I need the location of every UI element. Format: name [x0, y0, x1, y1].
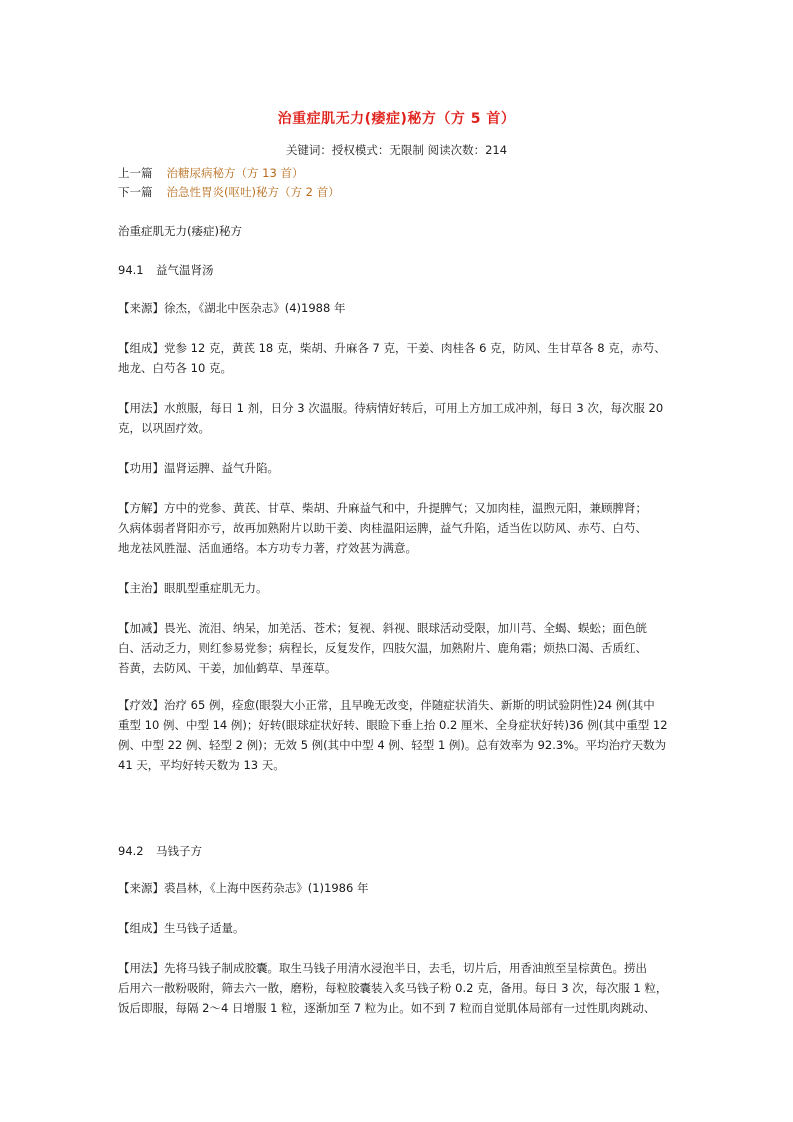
prev-article-link[interactable]: 治糖尿病秘方（方 13 首）	[166, 166, 304, 180]
text-line: 【用法】水煎服，每日 1 剂，日分 3 次温服。待病情好转后，可用上方加工成冲剂，每日 3 次，每次服 20	[118, 401, 664, 415]
nav-prev	[118, 165, 303, 181]
meta-info: 关键词：授权模式：无限制 阅读次数：214	[285, 143, 508, 157]
s1-analysis	[118, 498, 678, 558]
s1-usage	[118, 398, 678, 438]
text-line: 地龙祛风胜湿、活血通络。本方功专力著，疗效甚为满意。	[118, 541, 417, 555]
section-heading-94-2	[118, 843, 202, 859]
s1-source	[118, 298, 678, 318]
text-line: 【组成】党参 12 克，黄芪 18 克，柴胡、升麻各 7 克，干姜、肉桂各 6 克，防风、生甘草各 8 克，赤芍、	[118, 341, 666, 355]
text-line: 【来源】裘昌林，《上海中医药杂志》(1)1986 年	[118, 881, 369, 895]
text-line: 白、活动乏力，则红参易党参；病程长，反复发作，四肢欠温，加熟附片、鹿角霜；烦热口渴、舌质红、	[118, 641, 647, 655]
text-line: 苔黄，去防风、干姜，加仙鹤草、旱莲草。	[118, 661, 337, 675]
section-name: 马钱子方	[156, 844, 202, 858]
s2-usage	[118, 958, 678, 1018]
text-line: 【方解】方中的党参、黄芪、甘草、柴胡、升麻益气和中，升提脾气；又加肉桂，温煦元阳，兼顾脾肾；	[118, 501, 647, 515]
next-article-link[interactable]: 治急性胃炎(呕吐)秘方（方 2 首）	[166, 185, 340, 199]
intro-line: 治重症肌无力(痿症)秘方	[118, 224, 242, 238]
text-line: 【主治】眼肌型重症肌无力。	[118, 581, 268, 595]
section-number: 94.2	[118, 844, 144, 858]
nav-prev-label: 上一篇	[118, 166, 153, 180]
text-line: 【组成】生马钱子适量。	[118, 921, 245, 935]
nav-next	[118, 184, 340, 200]
text-line: 【用法】先将马钱子制成胶囊。取生马钱子用清水浸泡半日，去毛，切片后，用香油煎至呈棕黄色。捞出	[118, 961, 647, 975]
text-line: 地龙、白芍各 10 克。	[118, 361, 232, 375]
intro-text	[118, 221, 678, 241]
s1-efficacy	[118, 695, 678, 775]
text-line: 【加减】畏光、流泪、纳呆，加羌活、苍术；复视、斜视、眼球活动受限，加川芎、全蝎、蜈蚣；面色㿠	[118, 621, 647, 635]
s1-function	[118, 458, 678, 478]
section-number: 94.1	[118, 263, 144, 277]
text-line: 例、中型 22 例、轻型 2 例)；无效 5 例(其中中型 4 例、轻型 1 例)。总有效率为 92.3%。平均治疗天数为	[118, 738, 667, 752]
s2-source	[118, 878, 678, 898]
text-line: 后用六一散粉吸附，筛去六一散，磨粉，每粒胶囊装入炙马钱子粉 0.2 克，备用。每日 3 次，每次服 1 粒，	[118, 981, 668, 995]
text-line: 重型 10 例、中型 14 例)；好转(眼球症状好转、眼睑下垂上抬 0.2 厘米、全身症状好转)36 例(其中重型 12	[118, 718, 668, 732]
section-heading-94-1	[118, 262, 214, 278]
text-line: 克，以巩固疗效。	[118, 421, 210, 435]
text-line: 【功用】温肾运脾、益气升陷。	[118, 461, 279, 475]
s1-indication	[118, 578, 678, 598]
page-title: 治重症肌无力(痿症)秘方（方 5 首）	[277, 111, 516, 127]
text-line: 【来源】徐杰，《湖北中医杂志》(4)1988 年	[118, 301, 346, 315]
section-name: 益气温肾汤	[156, 263, 214, 277]
s2-composition	[118, 918, 678, 938]
text-line: 【疗效】治疗 65 例，痊愈(眼裂大小正常，且早晚无改变，伴随症状消失、新斯的明试验阴性)24 例(其中	[118, 698, 655, 712]
text-line: 41 天，平均好转天数为 13 天。	[118, 758, 285, 772]
s1-composition	[118, 338, 678, 378]
text-line: 久病体弱者肾阳亦亏，故再加熟附片以助干姜、肉桂温阳运脾，益气升陷，适当佐以防风、赤芍、白芍、	[118, 521, 647, 535]
s1-modification	[118, 618, 678, 678]
nav-next-label: 下一篇	[118, 185, 153, 199]
text-line: 饭后即服，每隔 2～4 日增服 1 粒，逐渐加至 7 粒为止。如不到 7 粒而自觉肌体局部有一过性肌肉跳动、	[118, 1001, 656, 1015]
